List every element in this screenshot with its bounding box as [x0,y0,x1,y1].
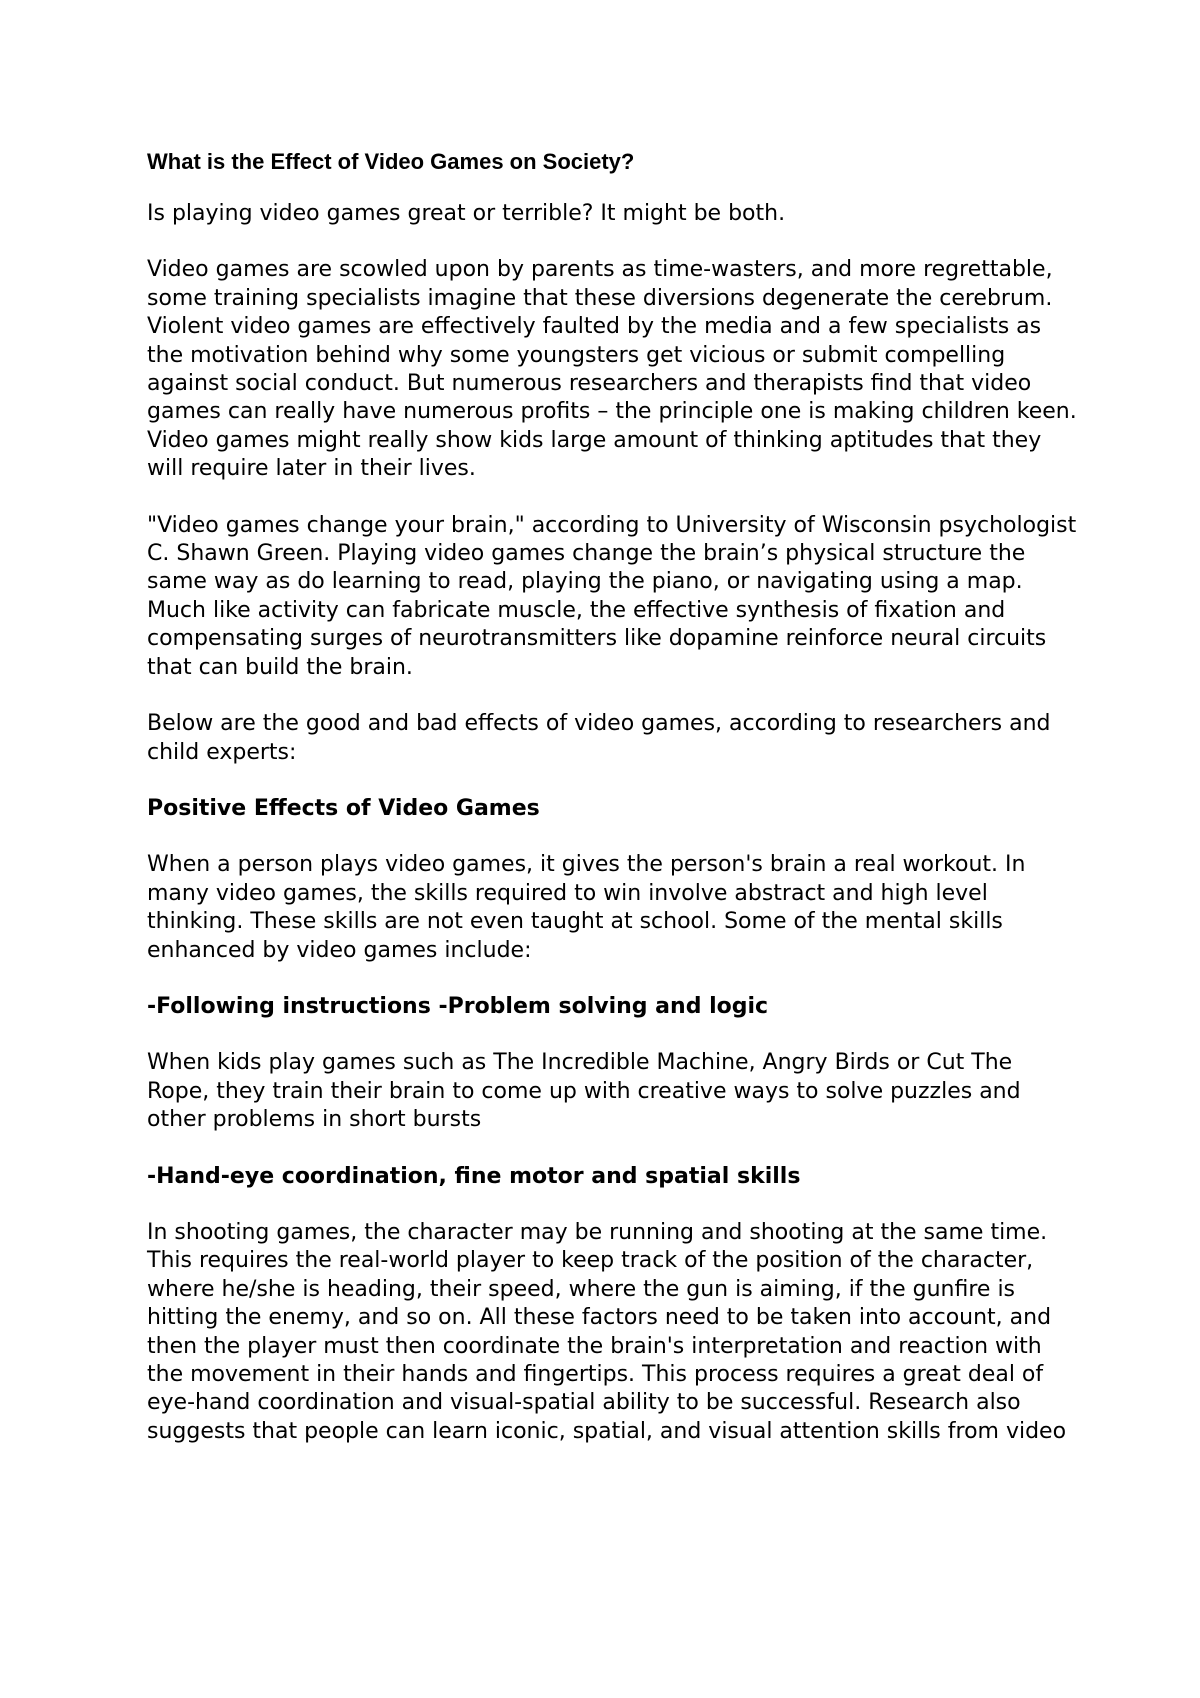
body-paragraph-2: "Video games change your brain," according to University of Wisconsin psychologist C. Shawn Green. Playing video games change the brain’s physical structure the same way as do learning to read, playing the piano, or navigating using a map. Much like activity can fabricate muscle, the effective synthesis of fixation and compensating surges of neurotransmitters like dopamine reinforce neural circuits that can build the brain. [147,512,1077,680]
subheading-instructions-problem-solving: -Following instructions -Problem solving and logic [147,993,769,1019]
body-paragraph-4: When a person plays video games, it gives the person's brain a real workout. In many video games, the skills required to win involve abstract and high level thinking. These skills are not even taught at school. Some of the mental skills enhanced by video games include: [147,852,1026,963]
body-paragraph-1: Video games are scowled upon by parents as time-wasters, and more regrettable, some training specialists imagine that these diversions degenerate the cerebrum. Violent video games are effectively faulted by the media and a few specialists as the motivation behind why some youngsters get vicious or submit compelling against social conduct. But numerous researchers and therapists find that video games can really have numerous profits – the principle one is making children keen. Video games might really show kids large amount of thinking aptitudes that they will require later in their lives. [147,257,1077,482]
section-heading-positive: Positive Effects of Video Games [147,795,540,821]
intro-paragraph: Is playing video games great or terrible? It might be both. [147,201,786,226]
subheading-hand-eye-coordination: -Hand-eye coordination, fine motor and spatial skills [147,1163,801,1189]
body-paragraph-3: Below are the good and bad effects of video games, according to researchers and child experts: [147,711,1051,765]
document-page [147,148,1077,1474]
body-paragraph-5: When kids play games such as The Incredible Machine, Angry Birds or Cut The Rope, they train their brain to come up with creative ways to solve puzzles and other problems in short bursts [147,1050,1021,1133]
body-paragraph-6: In shooting games, the character may be running and shooting at the same time. This requires the real-world player to keep track of the position of the character, where he/she is heading, their speed, where the gun is aiming, if the gunfire is hitting the enemy, and so on. All these factors need to be taken into account, and then the player must then coordinate the brain's interpretation and reaction with the movement in their hands and fingertips. This process requires a great deal of eye-hand coordination and visual-spatial ability to be successful. Research also suggests that people can learn iconic, spatial, and visual attention skills from video [147,1219,1067,1444]
document-title: What is the Effect of Video Games on Society? [147,149,635,174]
